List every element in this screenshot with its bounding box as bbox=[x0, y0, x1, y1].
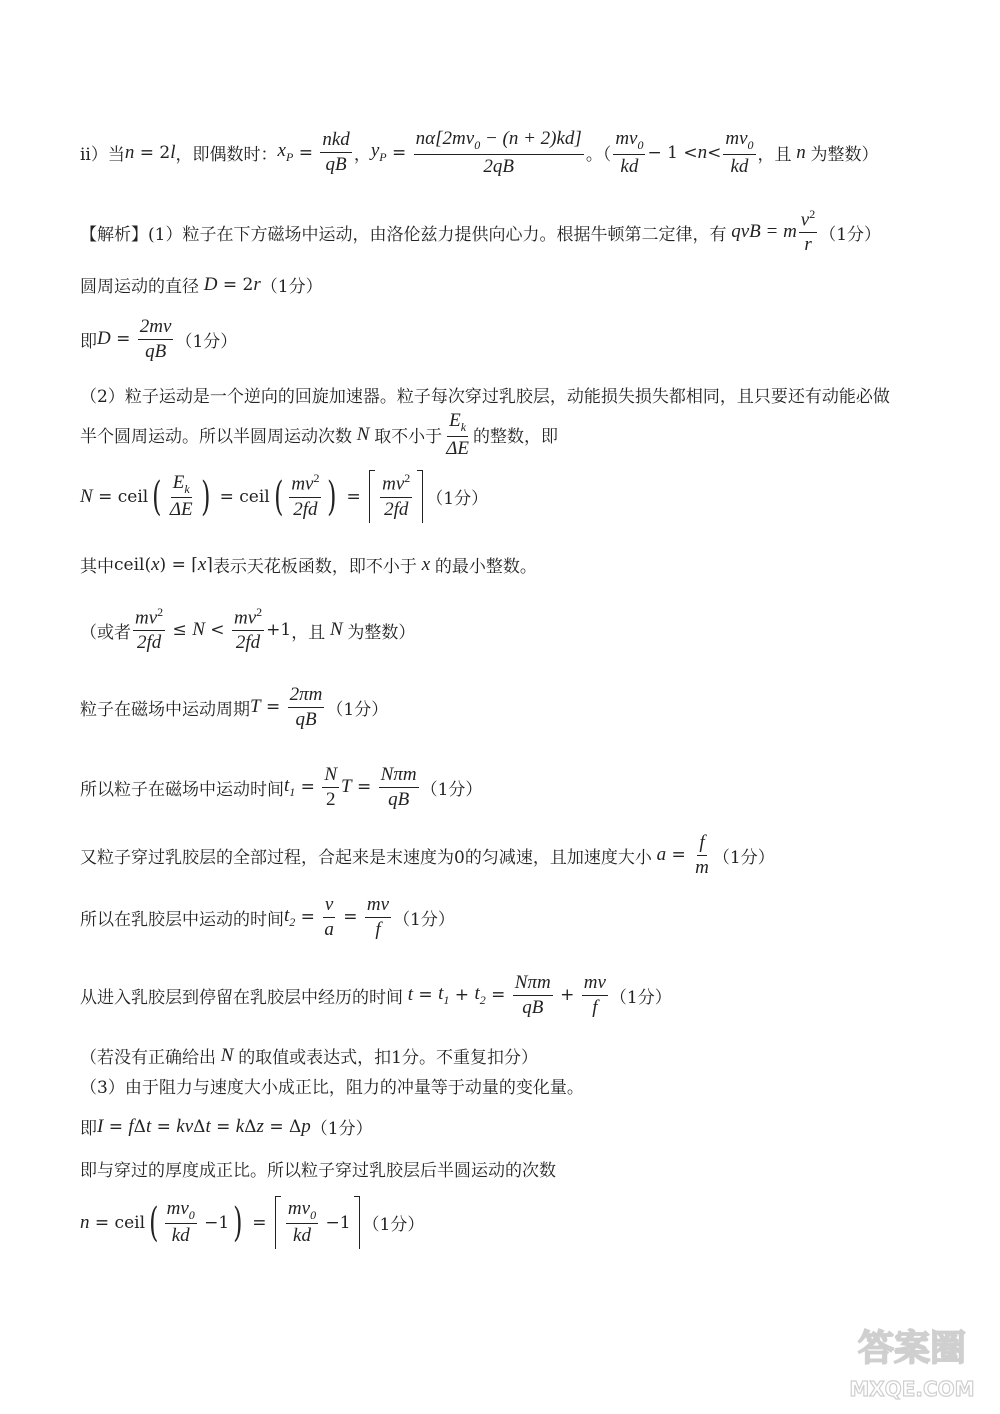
text-line-11: 所以粒子在磁场中运动时间 $t_1$ = $\frac{N}{2}$ T = $\frac{\text{Nπm}}{qB}$ （1分） bbox=[80, 764, 483, 810]
text-line-6: 半个圆周运动。所以半圆周运动次数 N 取不小于 $\frac{E_k}{\Delta E}$ 的整数，即 bbox=[80, 410, 558, 459]
text-line-8: 其中 ceil( x ) = ⌈ x ⌉ 表示天花板函数，即不小于 x 的最小整数。 bbox=[80, 553, 537, 577]
text-line-4: 即 D = $\frac{2mv}{qB}$ （1分） bbox=[80, 316, 238, 362]
watermark-text-1: 答案圈 bbox=[857, 1328, 967, 1369]
text-line-2: 【解析】 (1）粒子在下方磁场中运动，由洛伦兹力提供向心力。根据牛顿第二定律，有 qvB = m $\frac{v^2}{r}$ （1分） bbox=[80, 207, 882, 256]
watermark-graphic bbox=[842, 1308, 982, 1408]
text-line-16: （3）由于阻力与速度大小成正比，阻力的冲量等于动量的变化量。 bbox=[80, 1078, 584, 1098]
text-line-9: （或者 $\frac{mv^2}{2fd}$ ≤ N < $\frac{mv^2}{2fd}$ +1 ，且 N 为整数） bbox=[80, 605, 416, 654]
text-line-7: N = ceil ( $\frac{E_k}{\Delta E}$ ) = ceil ( $\frac{mv^2}{2fd}$ ) = $\frac{mv^2}{2fd}$ （1分） bbox=[80, 470, 488, 523]
text-line-14: 从进入乳胶层到停留在乳胶层中经历的时间 t = $t_1$ + $t_2$ = $\frac{\text{Nπm}}{qB}$ + $\frac{mv}{f}$ （1分） bbox=[80, 972, 672, 1018]
text-line-3: 圆周运动的直径 D = 2 r （1分） bbox=[80, 273, 323, 297]
watermark-text-2: MXQE.COM bbox=[849, 1377, 975, 1401]
text-line-1: ii）当 n = 2 l ，即偶数时： $x_P$ = $\frac{\text{nkd}}{qB}$ ， $y_P$ = $\frac{n\alpha[2mv_0 - (n + 2)kd]}{2qB}$ 。（ $\frac{mv_0}{kd}$ − 1 < n < $\frac{mv_0}{kd}$ ，且 n 为整数） bbox=[80, 128, 879, 177]
text-line-10: 粒子在磁场中运动周期 T = $\frac{2\pi m}{qB}$ （1分） bbox=[80, 684, 389, 730]
text-line-18: 即与穿过的厚度成正比。所以粒子穿过乳胶层后半圆运动的次数 bbox=[80, 1161, 556, 1181]
text-line-13: 所以在乳胶层中运动的时间 $t_2$ = $\frac{v}{a}$ = $\frac{mv}{f}$ （1分） bbox=[80, 894, 455, 940]
text-line-19: n = ceil ( $\frac{mv_0}{kd}$ −1 ) = $\frac{mv_0}{kd}$ −1 （1分） bbox=[80, 1196, 424, 1249]
text-line-12: 又粒子穿过乳胶层的全部过程，合起来是末速度为0的匀减速，且加速度大小 a = $\frac{f}{m}$ （1分） bbox=[80, 832, 775, 878]
text-line-17: 即 I = f Δ t = kv Δ t = k Δ z = Δ p （1分） bbox=[80, 1115, 373, 1139]
text-line-5: （2）粒子运动是一个逆向的回旋加速器。粒子每次穿过乳胶层，动能损失损失都相同，且只要还有动能必做 bbox=[80, 387, 890, 407]
text-line-15: （若没有正确给出 N 的取值或表达式，扣1分。不重复扣分） bbox=[80, 1044, 539, 1068]
watermark-logo bbox=[842, 1308, 982, 1408]
